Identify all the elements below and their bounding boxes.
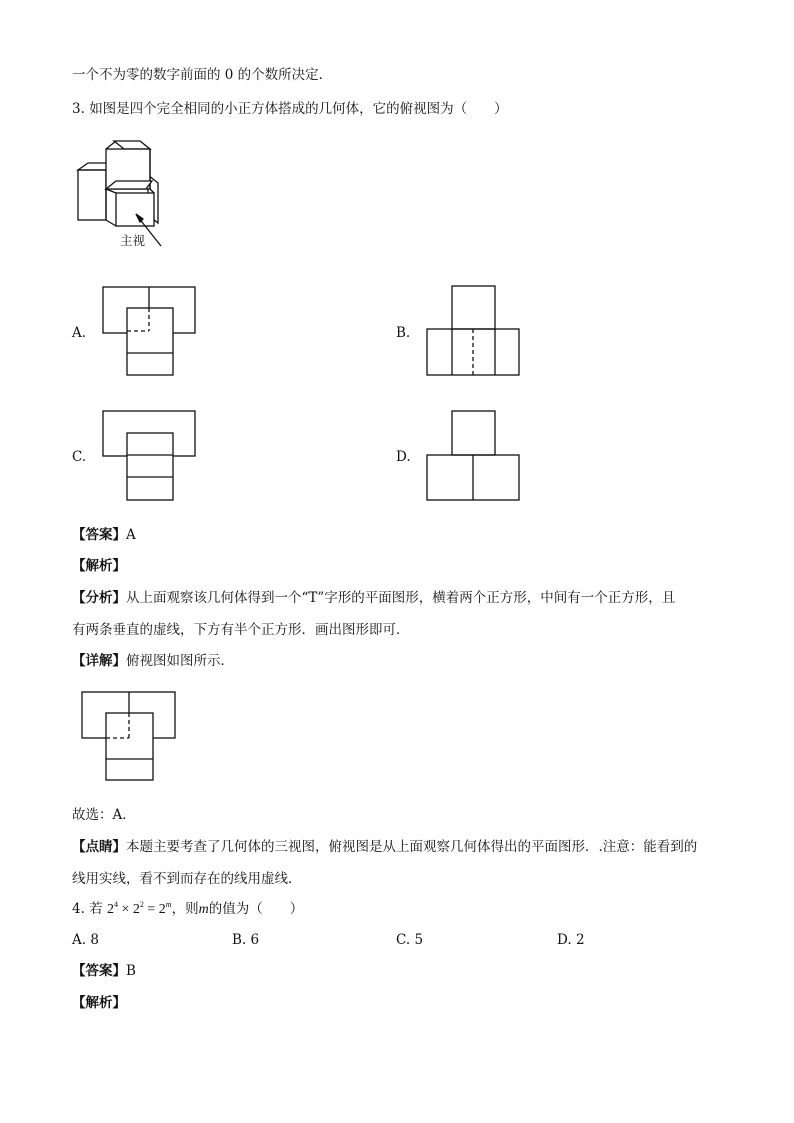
q3-answer bbox=[72, 526, 136, 544]
dianjing-line-2: 线用实线，看不到而存在的线用虚线． bbox=[72, 871, 302, 887]
xiangjie-line: 【详解】俯视图如图所示． bbox=[72, 653, 234, 669]
option-b-letter[interactable]: B. bbox=[396, 325, 411, 341]
option-b-figure[interactable] bbox=[420, 280, 530, 380]
intro-line: 一个不为零的数字前面的 0 的个数所决定． bbox=[72, 67, 333, 83]
q4-option-d[interactable]: D. 2 bbox=[557, 932, 585, 948]
answer-value: A bbox=[126, 527, 136, 543]
q4-answer bbox=[72, 962, 136, 980]
cube-solid-figure bbox=[70, 135, 180, 260]
option-d-letter[interactable]: D. bbox=[396, 449, 411, 465]
q4-option-a[interactable]: A. 8 bbox=[72, 932, 99, 948]
cube-left-front bbox=[78, 170, 106, 220]
q4-stem: 4. 若 $2^4 \times 2^2 = 2^m$，则m的值为（ ） bbox=[72, 900, 304, 917]
option-c-letter[interactable]: C. bbox=[72, 449, 87, 465]
solution-top-view-figure bbox=[76, 686, 186, 786]
analysis-tag: 【解析】 bbox=[72, 558, 126, 574]
q4-answer-tag: 【答案】 bbox=[72, 963, 126, 979]
arrow-label: 主视 bbox=[120, 233, 146, 248]
q3-stem bbox=[72, 100, 508, 118]
fenxi-tag: 【分析】 bbox=[72, 590, 126, 606]
option-d-figure[interactable] bbox=[420, 405, 530, 505]
fenxi-line-1: 【分析】从上面观察该几何体得到一个“T”字形的平面图形，横着两个正方形，中间有一个正方形，且 bbox=[72, 590, 676, 606]
q4-analysis-tag: 【解析】 bbox=[72, 995, 126, 1011]
cube-front bbox=[116, 193, 154, 226]
q4-answer-value: B bbox=[126, 963, 136, 979]
q3-number: 3. bbox=[72, 101, 85, 117]
xiangjie-tag: 【详解】 bbox=[72, 653, 126, 669]
guxuan-line: 故选：A． bbox=[72, 807, 136, 823]
dianjing-line-1: 【点睛】本题主要考查了几何体的三视图，俯视图是从上面观察几何体得出的平面图形．.注意：能看到的 bbox=[72, 839, 698, 855]
cube-top-top bbox=[114, 141, 150, 149]
q4-option-b[interactable]: B. 6 bbox=[232, 932, 260, 948]
dianjing-tag: 【点睛】 bbox=[72, 839, 126, 855]
q3-question: 如图是四个完全相同的小正方体搭成的几何体，它的俯视图为（ ） bbox=[89, 101, 508, 117]
q4-option-c[interactable]: C. 5 bbox=[396, 932, 424, 948]
option-c-figure[interactable] bbox=[95, 405, 205, 505]
answer-tag: 【答案】 bbox=[72, 527, 126, 543]
q4-equation: $2^4 \times 2^2 = 2^m$ bbox=[106, 900, 172, 917]
option-a-figure[interactable] bbox=[95, 282, 205, 382]
option-a-letter[interactable]: A. bbox=[72, 325, 87, 341]
q4-number: 4. bbox=[72, 901, 85, 917]
fenxi-line-2: 有两条垂直的虚线，下方有半个正方形．画出图形即可． bbox=[72, 622, 410, 638]
